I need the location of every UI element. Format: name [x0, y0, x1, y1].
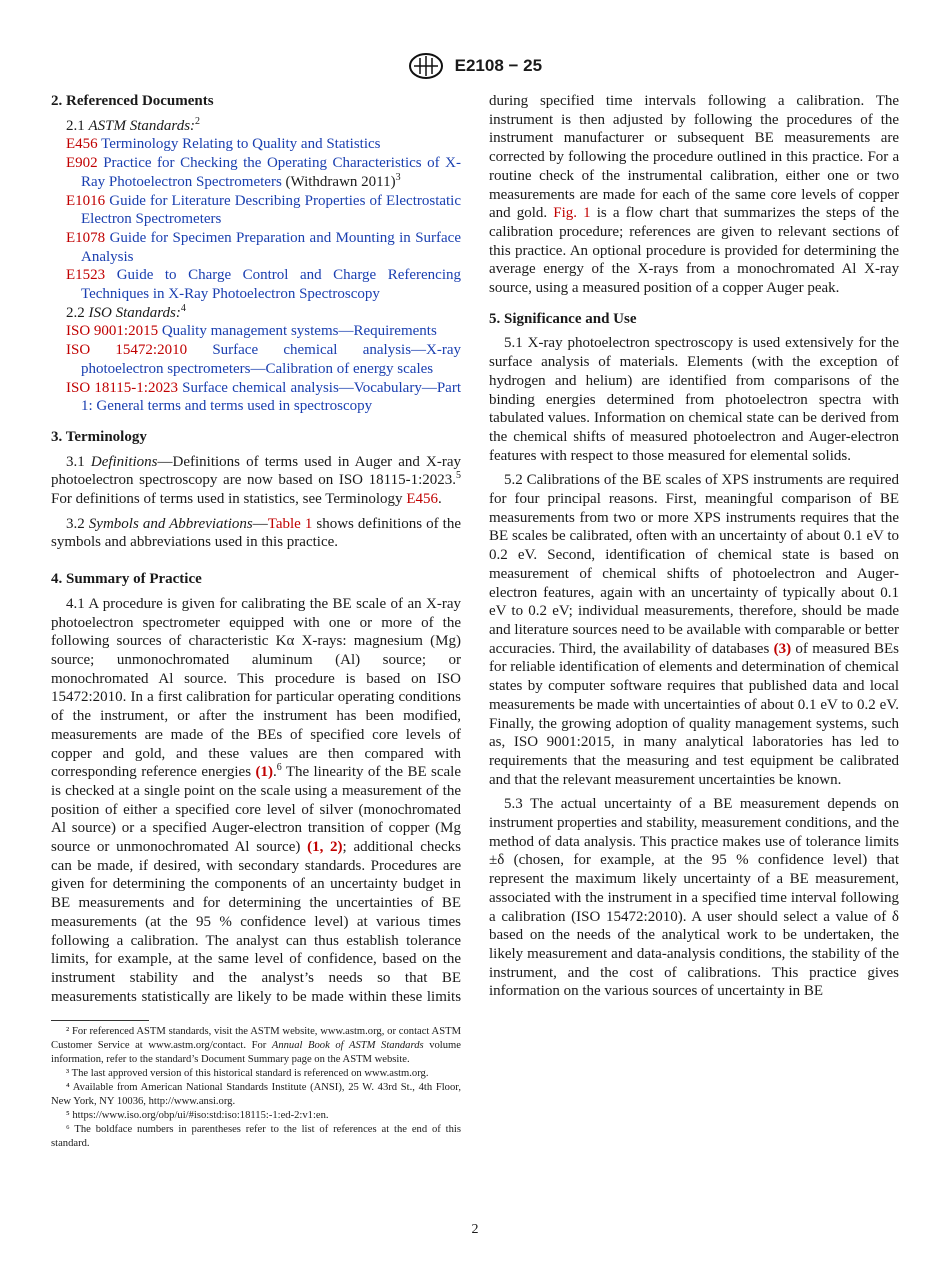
- footnote-6: ⁶ The boldface numbers in parentheses refer to the list of references at the end of this standard.: [51, 1124, 461, 1149]
- ref-iso-9001[interactable]: ISO 9001:2015 Quality management systems—Requirements: [66, 323, 437, 340]
- ref-link-3[interactable]: (3): [773, 640, 792, 657]
- ref-link-1[interactable]: (1): [255, 764, 273, 781]
- link-table-1[interactable]: Table 1: [267, 515, 313, 532]
- ref-e1078[interactable]: E1078 Guide for Specimen Preparation and Mounting in Surface Analysis: [66, 229, 461, 265]
- left-column: [51, 92, 461, 1006]
- ref-iso-18115[interactable]: ISO 18115-1:2023 Surface chemical analysis—Vocabulary—Part 1: General terms and terms used in spectroscopy: [66, 379, 461, 415]
- link-fig-1[interactable]: Fig.: [553, 205, 578, 222]
- section-2-heading: 2. Referenced Documents: [51, 93, 214, 109]
- para-4-1-continued: during specified time intervals following a calibration. The instrument is then adjusted by following the procedures of the instrument manufacturer or subsequent BE measurements are corrected by following the procedure outlined in this practice. For a routine check of the instrumental calibration, either one or two measurements are made for each of the same core levels of copper and gold. Fig. 1 is a flow chart that summarizes the steps of the calibration procedure; references are given to relevant sections of this practice. An optional procedure is provided for determining the average energy of the X-rays from a monochromated Al X-ray source, using a measured position of a copper Auger peak.: [489, 93, 900, 297]
- iso-standards-subheading: 2.2 ISO Standards:$^4$: [66, 302, 186, 321]
- ref-e1016[interactable]: E1016 Guide for Literature Describing Properties of Electrostatic Electron Spectrometers: [66, 192, 462, 228]
- ref-e1523[interactable]: E1523 Guide to Charge Control and Charge Referencing Techniques in X-Ray Photoelectron Spectroscopy: [66, 267, 462, 303]
- footnotes: [51, 1020, 461, 1151]
- link-fig-1[interactable]: 1: [583, 205, 591, 222]
- footnote-rule: [51, 1020, 149, 1021]
- footnote-5: ⁵ https://www.iso.org/obp/ui/#iso:std:iso:18115:-1:ed-2:v1:en.: [66, 1110, 329, 1121]
- footnote-2: ² For referenced ASTM standards, visit the ASTM website, www.astm.org, or contact ASTM Customer Service at www.astm.org/contact. For Annual Book of ASTM Standards volume information, refer to the standard’s Document Summary page on the ASTM website.: [51, 1026, 461, 1065]
- link-e456[interactable]: E456: [406, 491, 438, 508]
- para-5-1: 5.1 X-ray photoelectron spectroscopy is used extensively for the surface analysis of materials. Elements (with the exception of hydrogen and helium) are identified from comparisons of the binding energies determined from photoelectron spectra with tabulated values. Information on chemical state can be derived from the chemical shifts of measured photoelectron and Auger-electron features with respect to those measured for elemental solids.: [489, 335, 899, 464]
- footnote-4: ⁴ Available from American National Standards Institute (ANSI), 25 W. 43rd St., 4th Floor, New York, NY 10036, http://www.ansi.org.: [51, 1082, 461, 1107]
- ref-e456[interactable]: E456 Terminology Relating to Quality and Statistics: [66, 136, 381, 153]
- right-column: [489, 92, 899, 1007]
- para-5-2: 5.2 Calibrations of the BE scales of XPS instruments are required for four principal reasons. First, meaningful comparison of BE measurements from two or more XPS instruments requires that the BE scales be calibrated, often with an uncertainty of about 0.1 eV to 0.2 eV. Second, identification of chemical state is based on measurement of chemical shifts of photoelectron and Auger-electron features, again with an uncertainty of typically about 0.1 eV to 0.2 eV; individual measurements, therefore, should be made and literature sources need to be available with comparable or better accuracies. Third, the availability of databases (3) of measured BEs for reliable identification of elements and determination of chemical states by computer software requires that published data and local measurements be made with uncertainties of about 0.1 eV to 0.2 eV. Finally, the growing adoption of quality management systems, such as, ISO 9001:2015, in many analytical laboratories has led to requirements that the measuring and test equipment be calibrated and that the relevant measurement uncertainties be known.: [489, 472, 899, 788]
- section-4-heading: 4. Summary of Practice: [51, 571, 202, 588]
- page-header: [0, 52, 950, 80]
- ref-link-1-2[interactable]: (1, 2): [307, 839, 343, 856]
- section-5-heading: 5. Significance and Use: [489, 310, 637, 327]
- astm-standards-subheading: 2.1 ASTM Standards:$^2$: [66, 115, 201, 134]
- page-number: 2: [471, 1222, 479, 1237]
- footnote-3: ³ The last approved version of this historical standard is referenced on www.astm.org.: [66, 1068, 429, 1079]
- para-3-2: 3.2 Symbols and Abbreviations—Table 1 shows definitions of the symbols and abbreviations used in this practice.: [51, 515, 461, 551]
- ref-iso-15472[interactable]: ISO 15472:2010 Surface chemical analysis—X-ray photoelectron spectrometers—Calibration of energy scales: [66, 342, 462, 377]
- para-3-1: 3.1 Definitions—Definitions of terms used in Auger and X-ray photoelectron spectroscopy are now based on ISO 18115-1:2023.$^5$ For definitions of terms used in statistics, see Terminology E456.: [51, 453, 461, 508]
- section-3-heading: 3. Terminology: [51, 428, 147, 445]
- ref-e902[interactable]: E902 Practice for Checking the Operating Characteristics of X-Ray Photoelectron Spectrometers (Withdrawn 2011)$^3$: [66, 155, 462, 190]
- para-4-1: 4.1 A procedure is given for calibrating the BE scale of an X-ray photoelectron spectrometer equipped with one or more of the following sources of characteristic Kα X-rays: magnesium (Mg) source; unmonochromated aluminum (Al) source; or monochromated Al source. This procedure is based on ISO 15472:2010. In a first calibration for particular operating conditions of the instrument, or after the instrument has been modified, measurements are made of the BEs of specified core levels of copper and gold, and these values are then compared with corresponding reference energies (1).$^6$ The linearity of the BE scale is checked at a single point on the scale using a measurement of the position of either a specified core level of silver (monochromated Al source) or a specified Auger-electron transition of copper (Mg source or unmonochromated Al source) (1, 2); additional checks can be made, if desired, with secondary standards. Procedures are given for determining the components of an uncertainty budget in BE measurements and for determining the uncertainties of BE measurements (at the 95 % confidence level) at various times following a calibration. The analyst can thus establish tolerance limits, for example, at the same level of confidence, based on the instrument stability and the analyst’s needs so that BE measurements statistically are likely to be made within these limits: [51, 595, 462, 1005]
- astm-logo-icon: [408, 52, 444, 80]
- para-5-3: 5.3 The actual uncertainty of a BE measurement depends on instrument properties and stability, measurement conditions, and the method of data analysis. This practice makes use of tolerance limits ±δ (chosen, for example, at the 95 % confidence level) that represent the maximum likely uncertainty of a BE measurement, associated with the instrument in a specified time interval following a calibration (ISO 15472:2010). A user should select a value of δ based on the needs of the analytical work to be undertaken, the likely measurement and data-analysis conditions, the stability of the instrument, and the cost of calibrations. This practice gives information on the various sources of uncertainty in BE: [489, 796, 899, 1000]
- document-designation: E2108 − 25: [454, 56, 543, 75]
